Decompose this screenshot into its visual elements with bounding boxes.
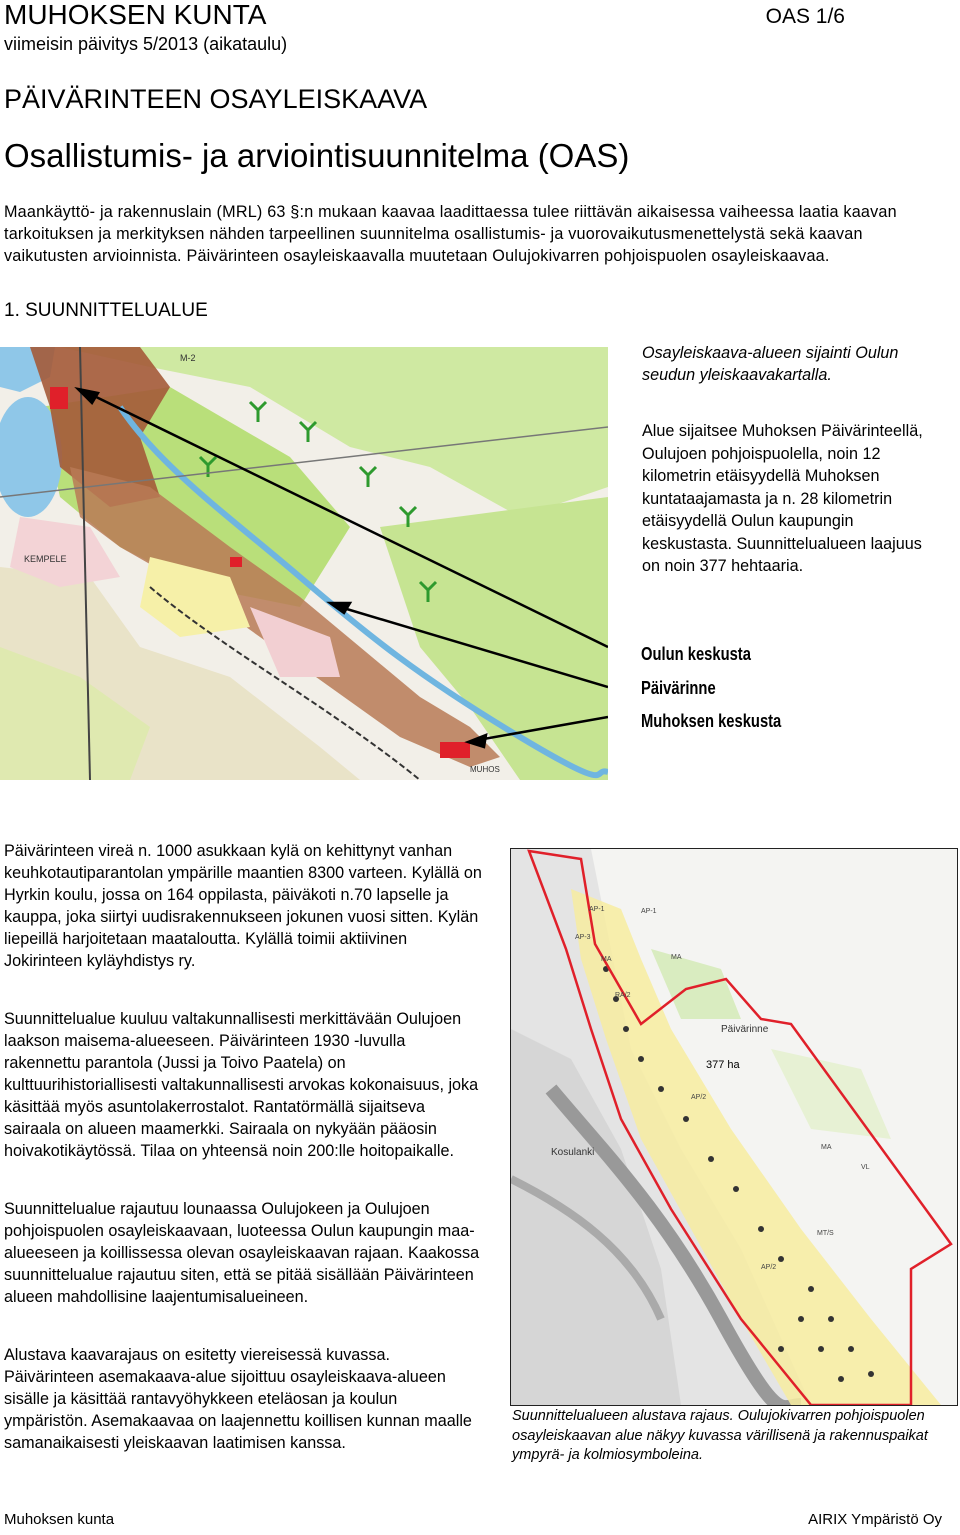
- place-label: Päivärinne: [721, 1024, 769, 1035]
- boundary-map-graphic: [511, 849, 957, 1405]
- map-label-m2: M-2: [180, 353, 196, 363]
- location-label-oulu: Oulun keskusta: [641, 644, 751, 664]
- page-label: OAS 1/6: [765, 5, 845, 28]
- svg-text:MT/S: MT/S: [817, 1230, 834, 1237]
- svg-text:AP/2: AP/2: [691, 1094, 707, 1101]
- document-title: Osallistumis- ja arviointisuunnitelma (OAS): [4, 137, 630, 174]
- svg-text:MA: MA: [671, 954, 682, 961]
- area-description: Alue sijaitsee Muhoksen Päivärinteellä, Oulujoen pohjoispuolella, noin 12 kilometrin etäisyydellä Muhoksen kuntataajamasta ja n. 28 kilometrin etäisyydellä Oulun kaupungin keskustasta. Suunnittelualueen laajuus on noin 377 hehtaaria.: [642, 422, 923, 575]
- boundary-map-caption: Suunnittelualueen alustava rajaus. Oulujokivarren pohjoispuolen osayleiskaavan alue näkyy kuvassa värillisenä ja rakennuspaikat ympyrä- ja kolmiosymboleina.: [512, 1408, 928, 1463]
- body-paragraph-2: Suunnittelualue kuuluu valtakunnallisesti merkittävään Oulujoen laakson maisema-alueeseen. Päivärinteen 1930 -luvulla rakennettu parantola (Jussi ja Toivo Paatela) on kulttuurihistoriallisesti valtakunnallisesti arvokas kokonaisuus, joka käsittää myös asuntolakerrostalot. Rantatörmällä sijaitseva sairaala on alueen maamerkki. Sairaala on nykyään pääosin hoivakotikäytössä. Tilaa on yhteensä noin 200:lle hoitopaikalle.: [4, 1010, 479, 1160]
- body-paragraph-1: Päivärinteen vireä n. 1000 asukkaan kylä on kehittynyt vanhan keuhkotautiparantolan ympärille maantien 8300 varteen. Kylällä on Hyrkin koulu, jossa on 164 oppilasta, päiväkoti n.70 lapselle ja kauppa, joka siirtyi uudisrakennukseen jokunen vuosi sitten. Kylän liepeillä harjoitetaan maataloutta. Kylällä toimii aktiivinen Jokirinteen kyläyhdistys ry.: [4, 842, 482, 970]
- place-label-2: Kosulanki: [551, 1147, 595, 1158]
- intro-paragraph: Maankäyttö- ja rakennuslain (MRL) 63 §:n mukaan kaavaa laadittaessa tulee riittävän aikaisessa vaiheessa laatia kaavan tarkoituksen ja merkityksen nähden tarpeellinen suunnitelma osallistumis- ja vuorovaikutusmenettelystä sekä kaavan vaikutusten arvioinnista. Päivärinteen osayleiskaavalla muutetaan Oulujokivarren pohjoispuolen osayleiskaavaa.: [4, 203, 897, 265]
- organization-name: MUHOKSEN KUNTA: [4, 0, 267, 30]
- svg-text:AP/2: AP/2: [761, 1264, 777, 1271]
- map-caption: Osayleiskaava-alueen sijainti Oulun seudun yleiskaavakartalla.: [642, 344, 899, 384]
- section-heading: 1. SUUNNITTELUALUE: [4, 300, 208, 321]
- update-note: viimeisin päivitys 5/2013 (aikataulu): [4, 34, 288, 54]
- footer-left: Muhoksen kunta: [4, 1511, 115, 1528]
- location-label-muhos: Muhoksen keskusta: [641, 711, 782, 731]
- svg-text:AP-1: AP-1: [589, 906, 605, 913]
- svg-text:MA: MA: [821, 1144, 832, 1151]
- map-label-kempele: KEMPELE: [24, 554, 67, 564]
- svg-text:AP-3: AP-3: [575, 934, 591, 941]
- boundary-map: [510, 848, 958, 1406]
- location-label-paivarinne: Päivärinne: [641, 678, 716, 698]
- svg-text:RA/2: RA/2: [615, 992, 631, 999]
- plan-title: PÄIVÄRINTEEN OSAYLEISKAAVA: [4, 84, 428, 114]
- regional-map-graphic: [0, 347, 608, 780]
- svg-text:VL: VL: [861, 1164, 870, 1171]
- regional-plan-map: [0, 347, 608, 780]
- footer-right: AIRIX Ympäristö Oy: [808, 1511, 942, 1528]
- area-size-label: 377 ha: [706, 1059, 740, 1071]
- body-paragraph-4: Alustava kaavarajaus on esitetty viereisessä kuvassa. Päivärinteen asemakaava-alue sijoittuu osayleiskaava-alueen sisälle ja käsittää rantavyöhykkeen eteläosan ja koulun ympäristön. Asemakaavaa on laajennettu koillisen kunnan maalle samanaikaisesti yleiskaavan laatimisen kanssa.: [4, 1346, 472, 1452]
- body-paragraph-3: Suunnittelualue rajautuu lounaassa Oulujokeen ja Oulujoen pohjoispuolen osayleiskaavaan, luoteessa Oulun kaupungin maa-alueeseen ja koillissessa olevan osayleiskaavan rajaan. Kaakossa suunnittelualue rajautuu siten, että se pitää sisällään Päivärinteen alueen mahdollisine laajentumisalueineen.: [4, 1200, 480, 1306]
- svg-text:AP-1: AP-1: [641, 908, 657, 915]
- svg-text:MA: MA: [601, 956, 612, 963]
- map-label-muhos: MUHOS: [470, 765, 500, 774]
